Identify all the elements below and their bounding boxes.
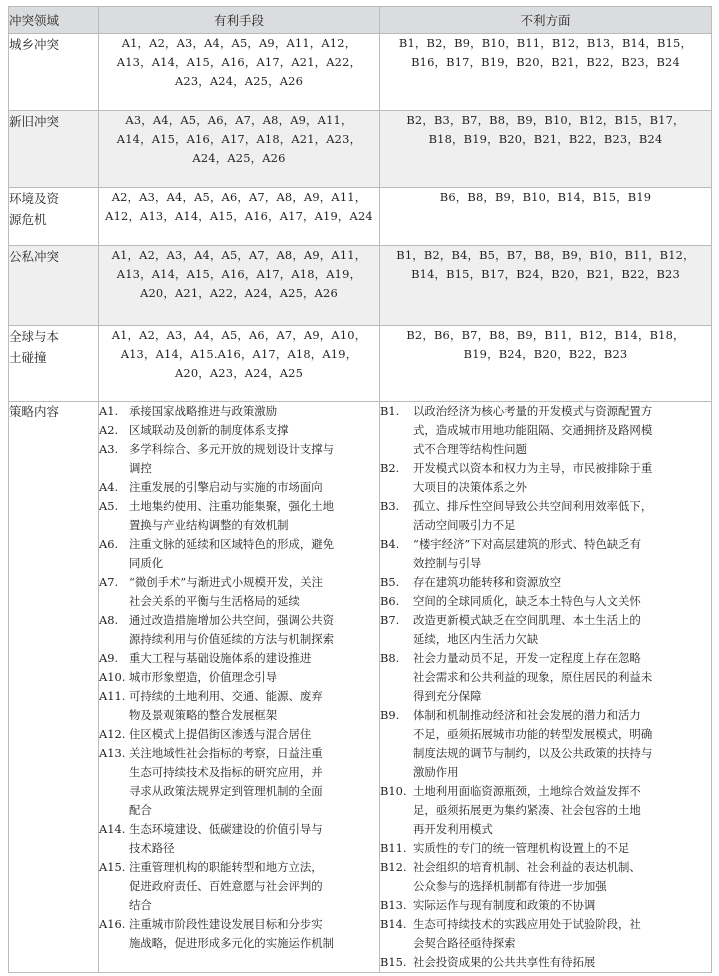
favorable-codes-line: A20，A21，A22，A24，A25，A26 [140,286,338,300]
strategy-item-code: B15. [380,955,407,969]
strategy-item-code: B8. [380,651,400,665]
strategy-item-line: 多学科综合、多元开放的规划设计支撑与 [129,442,335,456]
strategy-item-line: “楼宇经济”下对高层建筑的形式、特色缺乏有 [413,537,642,551]
strategy-item [380,953,711,972]
unfavorable-codes-line: B2，B6，B7，B8，B9，B11，B12，B14，B18， [406,328,685,342]
strategy-item-line: 注重文脉的延续和区域特色的形成，避免 [129,537,335,551]
strategy-item [380,592,711,611]
strategy-item [380,611,711,649]
conflict-domain-cell [9,34,99,111]
favorable-codes-line: A13，A14，A15，A16，A17，A21，A22， [116,55,362,69]
strategy-item [99,687,379,725]
strategy-item [99,725,379,744]
strategy-item-line: 不足，亟须拓展城市功能的转型发展模式，明确 [413,727,653,741]
strategy-item-line: 存在建筑功能转移和资源放空 [413,575,562,589]
strategy-item-line: 效控制与引导 [413,556,482,570]
favorable-codes-line: A12，A13，A14，A15，A16，A17，A19，A24 [105,209,373,223]
conflict-domain-cell [9,326,99,402]
strategy-item-line: 足，亟须拓展更为集约紧凑、社会包容的土地 [413,803,641,817]
strategy-item [99,649,379,668]
table-row [9,246,712,326]
strategy-item-line: 式，造成城市用地功能阻隔、交通拥挤及路网模 [413,423,653,437]
favorable-codes-line: A20，A23，A24，A25 [174,366,304,380]
favorable-codes-line: A1，A2，A3，A4，A5，A6，A7，A9，A10， [111,328,367,342]
unfavorable-codes-line: B19，B24，B20，B22，B23 [463,347,628,361]
unfavorable-codes-line: B1，B2，B4，B5，B7，B8，B9，B10，B11，B12， [396,248,695,262]
header-favorable-means: 有利手段 [99,7,380,34]
favorable-codes-line: A23，A24，A25，A26 [174,74,304,88]
favorable-codes-cell [99,188,380,246]
strategy-item-line: 社会力量动员不足，开发一定程度上存在忽略 [413,651,641,665]
strategy-item-line: 寻求从政策法规界定到管理机制的全面 [129,784,323,798]
strategy-item-line: “微创手术”与渐进式小规模开发，关注 [129,575,323,589]
strategy-item-line: 重大工程与基础设施体系的建设推进 [129,651,312,665]
strategy-item-code: A13. [99,746,126,760]
strategy-item-line: 改造更新模式缺乏在空间肌理、本土生活上的 [413,613,641,627]
strategy-item-code: A3. [99,442,119,456]
strategy-item-line: 实际运作与现有制度和政策的不协调 [413,898,596,912]
strategy-item [99,820,379,858]
strategy-item-line: 施战略，促进形成多元化的实施运作机制 [129,936,335,950]
conflict-domain-line: 公私冲突 [9,249,60,264]
table-row [9,326,712,402]
strategy-item-code: A14. [99,822,126,836]
strategy-item [380,858,711,896]
strategy-item [380,649,711,706]
strategy-item-code: B6. [380,594,400,608]
strategy-item-line: 可持续的土地利用、交通、能源、废弃 [129,689,323,703]
conflict-domain-line: 源危机 [9,212,47,227]
strategy-item-line: 生态可持续技术的实践应用处于试验阶段，社 [413,917,641,931]
strategy-item-line: 调控 [129,461,152,475]
strategy-item-code: B2. [380,461,400,475]
strategy-a-list [99,402,380,973]
strategy-item-code: B14. [380,917,407,931]
strategy-item-code: A6. [99,537,119,551]
favorable-codes-line: A1，A2，A3，A4，A5，A7，A8，A9，A11， [111,248,367,262]
strategy-item-line: 承接国家战略推进与政策激励 [129,404,278,418]
strategy-item-line: 社会组织的培育机制、社会利益的表达机制、 [413,860,641,874]
strategy-item-line: 通过改造措施增加公共空间，强调公共资 [129,613,335,627]
favorable-codes-line: A24，A25，A26 [192,151,286,165]
strategy-item-code: A11. [99,689,126,703]
strategy-item-line: 活动空间吸引力不足 [413,518,516,532]
strategy-item-line: 注重城市阶段性建设发展目标和分步实 [129,917,323,931]
conflict-strategy-table [8,6,712,973]
strategy-item-code: A9. [99,651,119,665]
unfavorable-codes-cell [380,111,712,188]
favorable-codes-line: A3，A4，A5，A6，A7，A8，A9，A11， [125,113,353,127]
strategy-item-line: 土地集约使用、注重功能集聚，强化土地 [129,499,335,513]
strategy-item-line: 再开发利用模式 [413,822,493,836]
strategy-item-line: 生态环境建设、低碳建设的价值引导与 [129,822,323,836]
strategy-item-code: A1. [99,404,119,418]
strategy-item-line: 得到充分保障 [413,689,482,703]
strategy-item [380,459,711,497]
strategy-item-code: B10. [380,784,407,798]
strategy-item [380,782,711,839]
header-conflict-domain: 冲突领域 [9,7,99,34]
conflict-domain-line: 环境及资 [9,191,60,206]
table-row [9,111,712,188]
conflict-domain-line: 城乡冲突 [9,37,60,52]
strategy-item [380,706,711,782]
unfavorable-codes-line: B14，B15，B17，B24，B20，B21，B22，B23 [411,267,680,281]
strategy-item [99,744,379,820]
strategy-item-line: 促进政府责任、百姓意愿与社会评判的 [129,879,323,893]
strategy-item-line: 孤立、排斥性空间导致公共空间利用效率低下， [413,499,653,513]
strategy-item-line: 同质化 [129,556,164,570]
strategy-item-line: 实质性的专门的统一管理机构设置上的不足 [413,841,630,855]
strategy-item-code: A7. [99,575,119,589]
strategy-item-code: A4. [99,480,119,494]
strategy-item-line: 源持续利用与价值延续的方法与机制探索 [129,632,335,646]
favorable-codes-cell [99,246,380,326]
strategy-item [380,896,711,915]
strategy-item-line: 注重发展的引擎启动与实施的市场面向 [129,480,323,494]
strategy-item-line: 技术路径 [129,841,175,855]
strategy-item-code: B7. [380,613,400,627]
strategy-item-code: B1. [380,404,400,418]
favorable-codes-line: A1，A2，A3，A4，A5，A9，A11，A12， [121,36,357,50]
strategy-item-code: B11. [380,841,407,855]
strategy-item [380,573,711,592]
strategy-item [99,478,379,497]
strategy-item-line: 结合 [129,898,152,912]
strategy-item [99,535,379,573]
strategy-item [380,915,711,953]
unfavorable-codes-cell [380,326,712,402]
strategy-item [99,611,379,649]
strategy-domain-cell: 策略内容 [9,402,99,973]
strategy-item-line: 大项目的决策体系之外 [413,480,527,494]
conflict-domain-cell [9,246,99,326]
strategy-item-line: 以政治经济为核心考量的开发模式与资源配置方 [413,404,653,418]
strategy-item-code: B13. [380,898,407,912]
strategy-item-code: A5. [99,499,119,513]
strategy-item-code: A12. [99,727,126,741]
strategy-item-code: B4. [380,537,400,551]
strategy-item [380,535,711,573]
strategy-item-code: A8. [99,613,119,627]
favorable-codes-line: A13，A14，A15.A16，A17，A18，A19， [120,347,358,361]
strategy-item-line: 注重管理机构的职能转型和地方立法， [129,860,323,874]
strategy-item-line: 生态可持续技术及指标的研究应用，并 [129,765,323,779]
strategy-item-line: 延续，地区内生活力欠缺 [413,632,539,646]
strategy-b-list [380,402,712,973]
favorable-codes-cell [99,326,380,402]
strategy-item-line: 关注地域性社会指标的考察，日益注重 [129,746,323,760]
strategy-item-code: A16. [99,917,126,931]
strategy-row [9,402,712,973]
strategy-item-line: 置换与产业结构调整的有效机制 [129,518,289,532]
header-unfavorable-aspects: 不利方面 [380,7,712,34]
favorable-codes-cell [99,111,380,188]
unfavorable-codes-line: B18，B19，B20，B21，B22，B23，B24 [428,132,663,146]
strategy-item [380,497,711,535]
strategy-item-line: 城市形象塑造，价值理念引导 [129,670,278,684]
conflict-domain-line: 新旧冲突 [9,114,60,129]
strategy-item-line: 物及景观策略的整合发展框架 [129,708,278,722]
strategy-item-line: 空间的全球同质化，缺乏本土特色与人文关怀 [413,594,641,608]
strategy-item-line: 社会关系的平衡与生活格局的延续 [129,594,300,608]
strategy-item-line: 体制和机制推动经济和社会发展的潜力和活力 [413,708,641,722]
favorable-codes-line: A2，A3，A4，A5，A6，A7，A8，A9，A11， [111,190,367,204]
strategy-item [99,573,379,611]
strategy-item-line: 土地利用面临资源瓶颈，土地综合效益发挥不 [413,784,641,798]
table-row [9,188,712,246]
strategy-item-line: 社会投资成果的公共共享性有待拓展 [413,955,596,969]
unfavorable-codes-line: B2，B3，B7，B8，B9，B10，B12，B15，B17， [406,113,685,127]
conflict-domain-line: 土碰撞 [9,350,47,365]
strategy-item-line: 开发模式以资本和权力为主导，市民被排除于重 [413,461,653,475]
unfavorable-codes-line: B6，B8，B9，B10，B14，B15，B19 [439,190,652,204]
strategy-item-code: B5. [380,575,400,589]
strategy-item-line: 制度法规的调节与制约，以及公共政策的扶持与 [413,746,653,760]
strategy-item [99,858,379,915]
strategy-item-line: 社会需求和公共利益的现象，原住居民的利益未 [413,670,653,684]
strategy-item [380,839,711,858]
strategy-item [99,402,379,421]
unfavorable-codes-cell [380,188,712,246]
conflict-domain-cell [9,188,99,246]
unfavorable-codes-line: B16，B17，B19，B20，B21，B22，B23，B24 [411,55,680,69]
strategy-item [99,497,379,535]
strategy-item-line: 会契合路径亟待探索 [413,936,516,950]
strategy-item-code: A10. [99,670,126,684]
conflict-domain-cell [9,111,99,188]
strategy-item-code: A15. [99,860,126,874]
favorable-codes-cell [99,34,380,111]
strategy-item [99,440,379,478]
unfavorable-codes-line: B1，B2，B9，B10，B11，B12，B13，B14，B15， [398,36,693,50]
strategy-item [99,915,379,953]
strategy-item-line: 住区模式上提倡街区渗透与混合居住 [129,727,312,741]
table-header-row [9,7,712,34]
strategy-item-line: 公众参与的选择机制都有待进一步加强 [413,879,607,893]
strategy-item-line: 区域联动及创新的制度体系支撑 [129,423,289,437]
strategy-item-line: 配合 [129,803,152,817]
strategy-item [380,402,711,459]
strategy-item-code: B9. [380,708,400,722]
strategy-item-code: B12. [380,860,407,874]
strategy-item-line: 式不合理等结构性问题 [413,442,527,456]
strategy-item-code: B3. [380,499,400,513]
favorable-codes-line: A14，A15，A16，A17，A18，A21，A23， [116,132,362,146]
unfavorable-codes-cell [380,34,712,111]
favorable-codes-line: A13，A14，A15，A16，A17，A18，A19， [116,267,362,281]
unfavorable-codes-cell [380,246,712,326]
strategy-item-line: 激励作用 [413,765,459,779]
strategy-item [99,421,379,440]
conflict-domain-line: 全球与本 [9,329,60,344]
strategy-item-code: A2. [99,423,119,437]
strategy-item [99,668,379,687]
table-row [9,34,712,111]
